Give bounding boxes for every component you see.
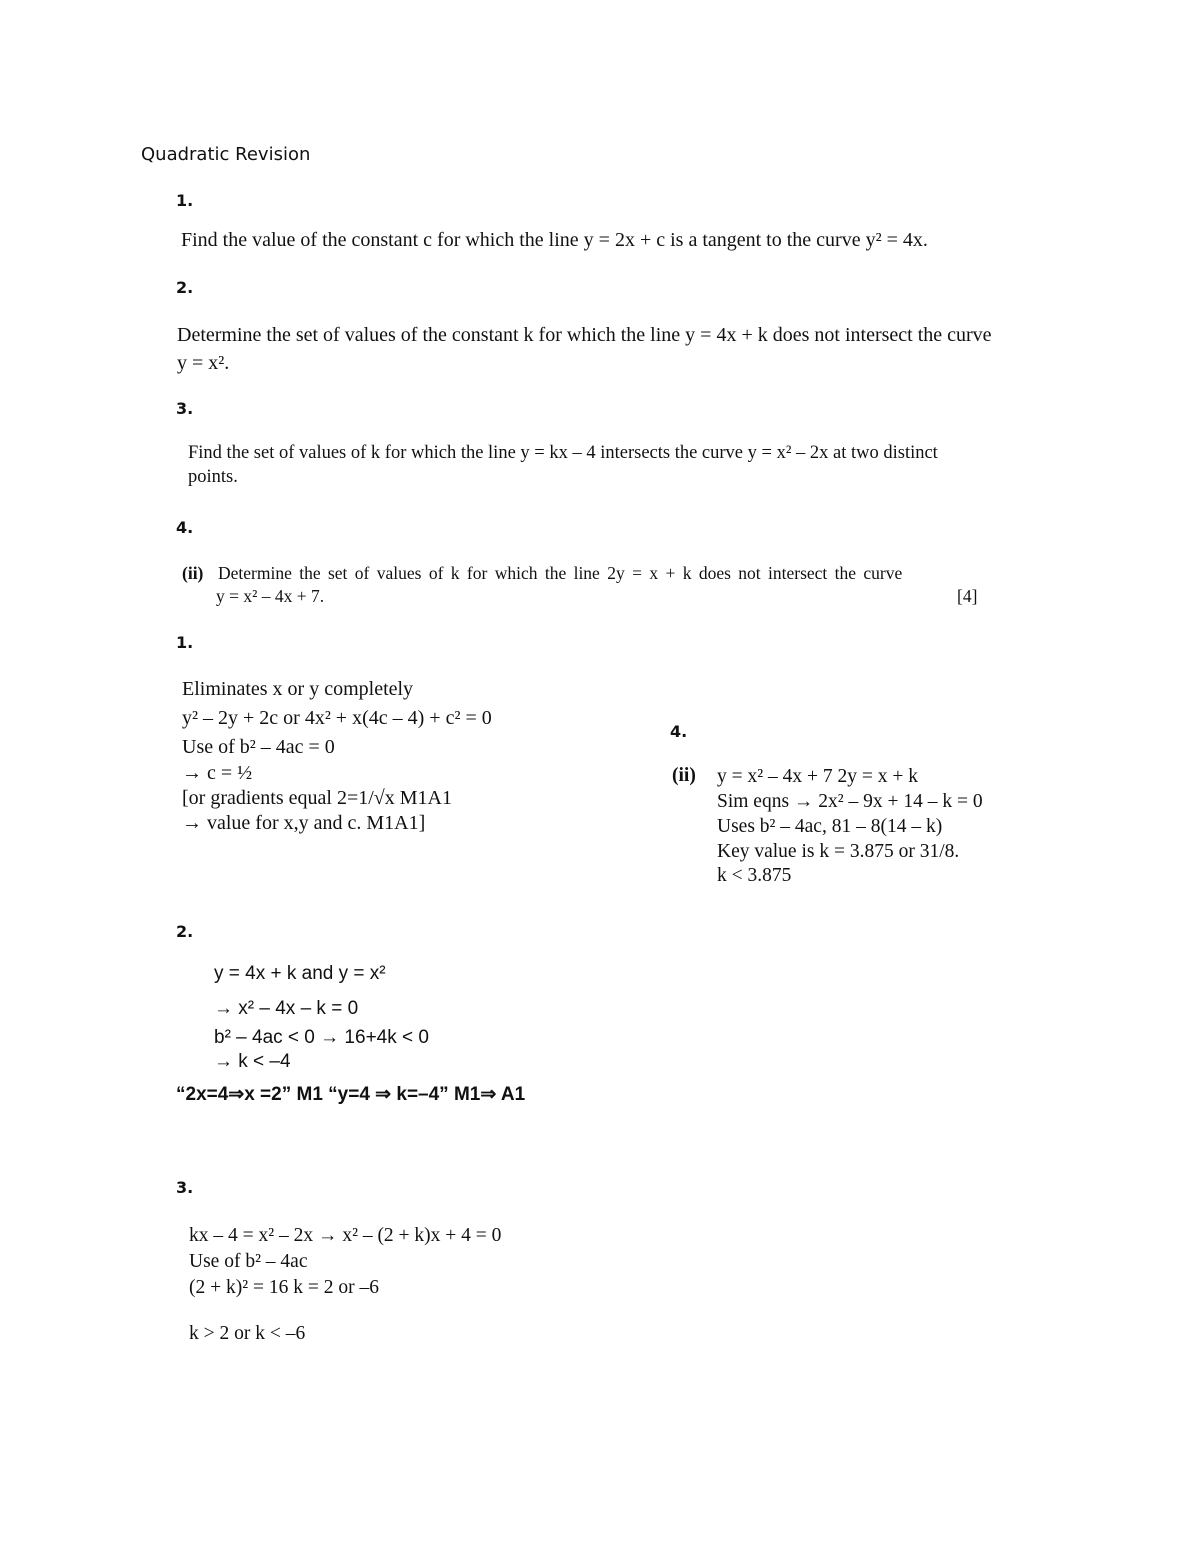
answer-2-line: b² – 4ac < 0 → 16+4k < 0 <box>214 1027 429 1048</box>
question-2-number: 2. <box>176 278 194 297</box>
answer-2-line: y = 4x + k and y = x² <box>214 963 386 984</box>
answer-1-line: [or gradients equal 2=1/√x M1A1 <box>182 787 452 809</box>
answer-1-line: → c = ½ <box>182 762 253 784</box>
answer-3-line: Use of b² – 4ac <box>189 1251 308 1272</box>
question-2-line-2: y = x². <box>177 352 230 374</box>
answer-3-working <box>189 1223 501 1301</box>
question-4-marks: [4] <box>957 586 978 606</box>
question-3-line-1: Find the set of values of k for which the line y = kx – 4 intersects the curve y = x² – 2x at two distinct <box>188 443 938 463</box>
answer-2-line: → x² – 4x – k = 0 <box>214 997 359 1019</box>
answer-4-line: Key value is k = 3.875 or 31/8. <box>717 841 960 862</box>
question-3-number: 3. <box>176 399 194 418</box>
question-2-line-1: Determine the set of values of the constant k for which the line y = 4x + k does not intersect the curve <box>177 324 992 346</box>
answer-1-line: → value for x,y and c. M1A1] <box>182 812 426 834</box>
question-4-number: 4. <box>176 518 194 537</box>
answer-4-line: y = x² – 4x + 7 2y = x + k <box>717 766 918 787</box>
answer-2-working <box>214 962 429 1073</box>
answer-3-conclusion: k > 2 or k < –6 <box>189 1323 306 1344</box>
answer-3-number: 3. <box>176 1178 194 1197</box>
question-4-line-2: y = x² – 4x + 7. <box>216 586 325 606</box>
question-4-line-1: Determine the set of values of k for which the line 2y = x + k does not intersect the curve <box>218 563 903 583</box>
document-title: Quadratic Revision <box>141 144 311 165</box>
answer-4-line: Uses b² – 4ac, 81 – 8(14 – k) <box>717 816 943 837</box>
answer-4-line: k < 3.875 <box>717 865 792 886</box>
question-3-line-2: points. <box>188 467 238 487</box>
question-4-part-label: (ii) <box>182 563 204 583</box>
answer-4-line: Sim eqns → 2x² – 9x + 14 – k = 0 <box>717 791 983 812</box>
answer-4-number: 4. <box>670 722 688 741</box>
answer-2-number: 2. <box>176 922 194 941</box>
answer-1-line: Eliminates x or y completely <box>182 678 414 700</box>
answer-1-line: y² – 2y + 2c or 4x² + x(4c – 4) + c² = 0 <box>182 707 492 729</box>
answer-3-line: kx – 4 = x² – 2x → x² – (2 + k)x + 4 = 0 <box>189 1225 502 1246</box>
question-1-number: 1. <box>176 191 194 210</box>
answer-1-working <box>182 677 492 836</box>
answer-4-part-label: (ii) <box>672 765 696 786</box>
answer-1-number: 1. <box>176 633 194 652</box>
question-1-text: Find the value of the constant c for which the line y = 2x + c is a tangent to the curve y² = 4x. <box>181 229 928 251</box>
answer-3-line: (2 + k)² = 16 k = 2 or –6 <box>189 1277 379 1298</box>
answer-2-line: → k < –4 <box>214 1050 291 1072</box>
answer-4-working <box>717 765 983 887</box>
answer-2-mark-note: “2x=4⇒x =2” M1 “y=4 ⇒ k=–4” M1⇒ A1 <box>176 1084 526 1105</box>
answer-1-line: Use of b² – 4ac = 0 <box>182 736 335 758</box>
